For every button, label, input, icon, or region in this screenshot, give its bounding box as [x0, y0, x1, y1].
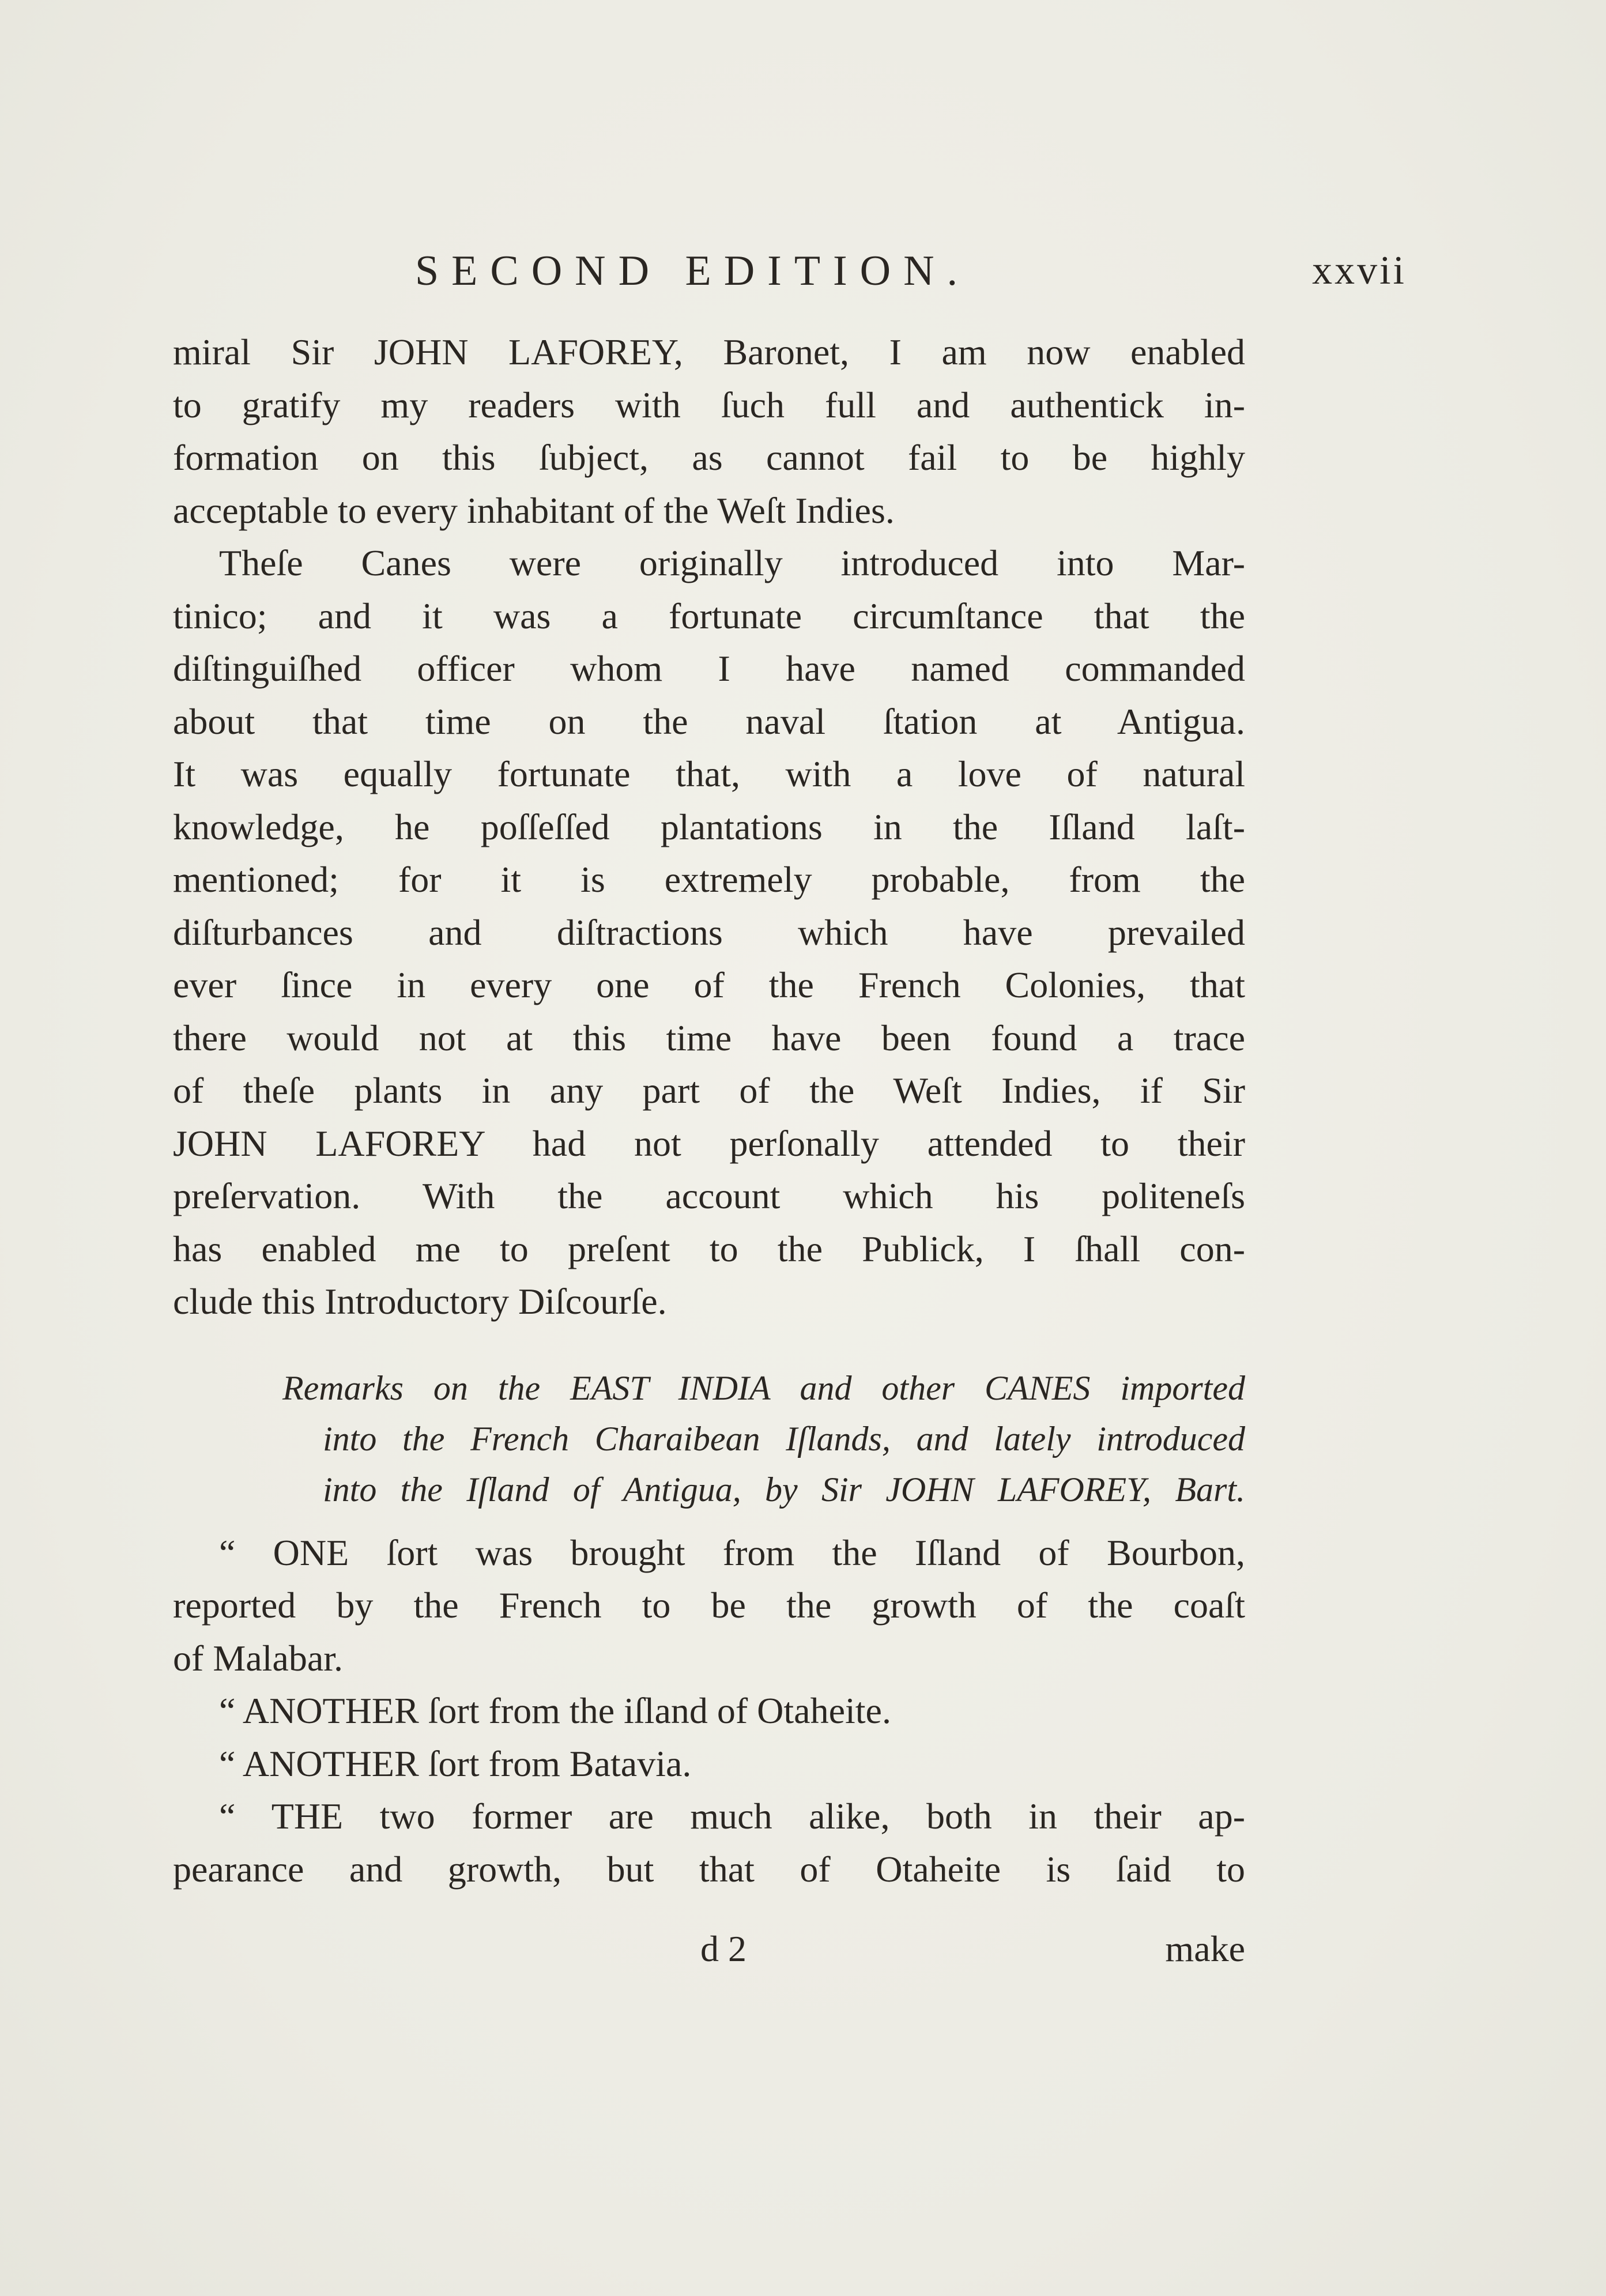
text-line: JOHN LAFOREY had not perſonally attended to their	[173, 1122, 1245, 1164]
remarks-heading	[173, 1363, 1245, 1515]
text-line: about that time on the naval ſtation at Antigua.	[173, 700, 1245, 742]
text-line: diſtinguiſhed officer whom I have named commanded	[173, 648, 1245, 689]
text-line: of Malabar.	[173, 1637, 343, 1679]
spacer	[173, 1328, 1245, 1363]
text-line: diſturbances and diſtractions which have prevailed	[173, 911, 1245, 953]
text-line: preſervation. With the account which his politeneſs	[173, 1175, 1245, 1216]
text-line: Theſe Canes were originally introduced into Mar-	[219, 542, 1245, 583]
text-line: ever ſince in every one of the French Colonies, that	[173, 964, 1245, 1005]
page-header	[173, 242, 1407, 300]
text-line: to gratify my readers with ſuch full and authentick in-	[173, 384, 1245, 425]
text-line: “ ANOTHER ſort from Batavia.	[219, 1743, 692, 1784]
body-text	[173, 326, 1245, 1895]
spacer	[173, 1515, 1245, 1526]
text-line: pearance and growth, but that of Otaheite is ſaid to	[173, 1848, 1245, 1890]
running-head: SECOND EDITION.	[415, 247, 971, 295]
text-line: there would not at this time have been found a trace	[173, 1017, 1245, 1058]
catchword: make	[1165, 1928, 1245, 1969]
text-line: miral Sir JOHN LAFOREY, Baronet, I am now enabled	[173, 331, 1245, 372]
signature-mark: d 2	[700, 1928, 747, 1969]
text-line: clude this Introductory Diſcourſe.	[173, 1281, 667, 1322]
text-line: “ THE two former are much alike, both in their ap-	[219, 1796, 1245, 1837]
remarks-line: Remarks on the EAST INDIA and other CANES imported	[282, 1368, 1245, 1407]
text-line: of theſe plants in any part of the Weſt Indies, if Sir	[173, 1070, 1245, 1111]
text-line: “ ANOTHER ſort from the iſland of Otaheite.	[219, 1690, 891, 1731]
page-footer	[173, 1922, 1245, 1975]
page-number: xxvii	[1312, 248, 1407, 293]
text-line: acceptable to every inhabitant of the Weſt Indies.	[173, 489, 895, 531]
text-line: “ ONE ſort was brought from the Iſland of Bourbon,	[219, 1532, 1245, 1573]
text-line: mentioned; for it is extremely probable, from the	[173, 859, 1245, 900]
text-line: tinico; and it was a fortunate circumſtance that the	[173, 595, 1245, 636]
remarks-line: into the French Charaibean Iſlands, and lately introduced	[323, 1419, 1245, 1458]
text-line: has enabled me to preſent to the Publick, I ſhall con-	[173, 1228, 1245, 1269]
remarks-line: into the Iſland of Antigua, by Sir JOHN LAFOREY, Bart.	[323, 1470, 1245, 1509]
text-line: knowledge, he poſſeſſed plantations in the Iſland laſt-	[173, 806, 1245, 847]
text-line: It was equally fortunate that, with a love of natural	[173, 753, 1245, 794]
text-line: formation on this ſubject, as cannot fail to be highly	[173, 437, 1245, 478]
text-line: reported by the French to be the growth of the coaſt	[173, 1585, 1245, 1626]
